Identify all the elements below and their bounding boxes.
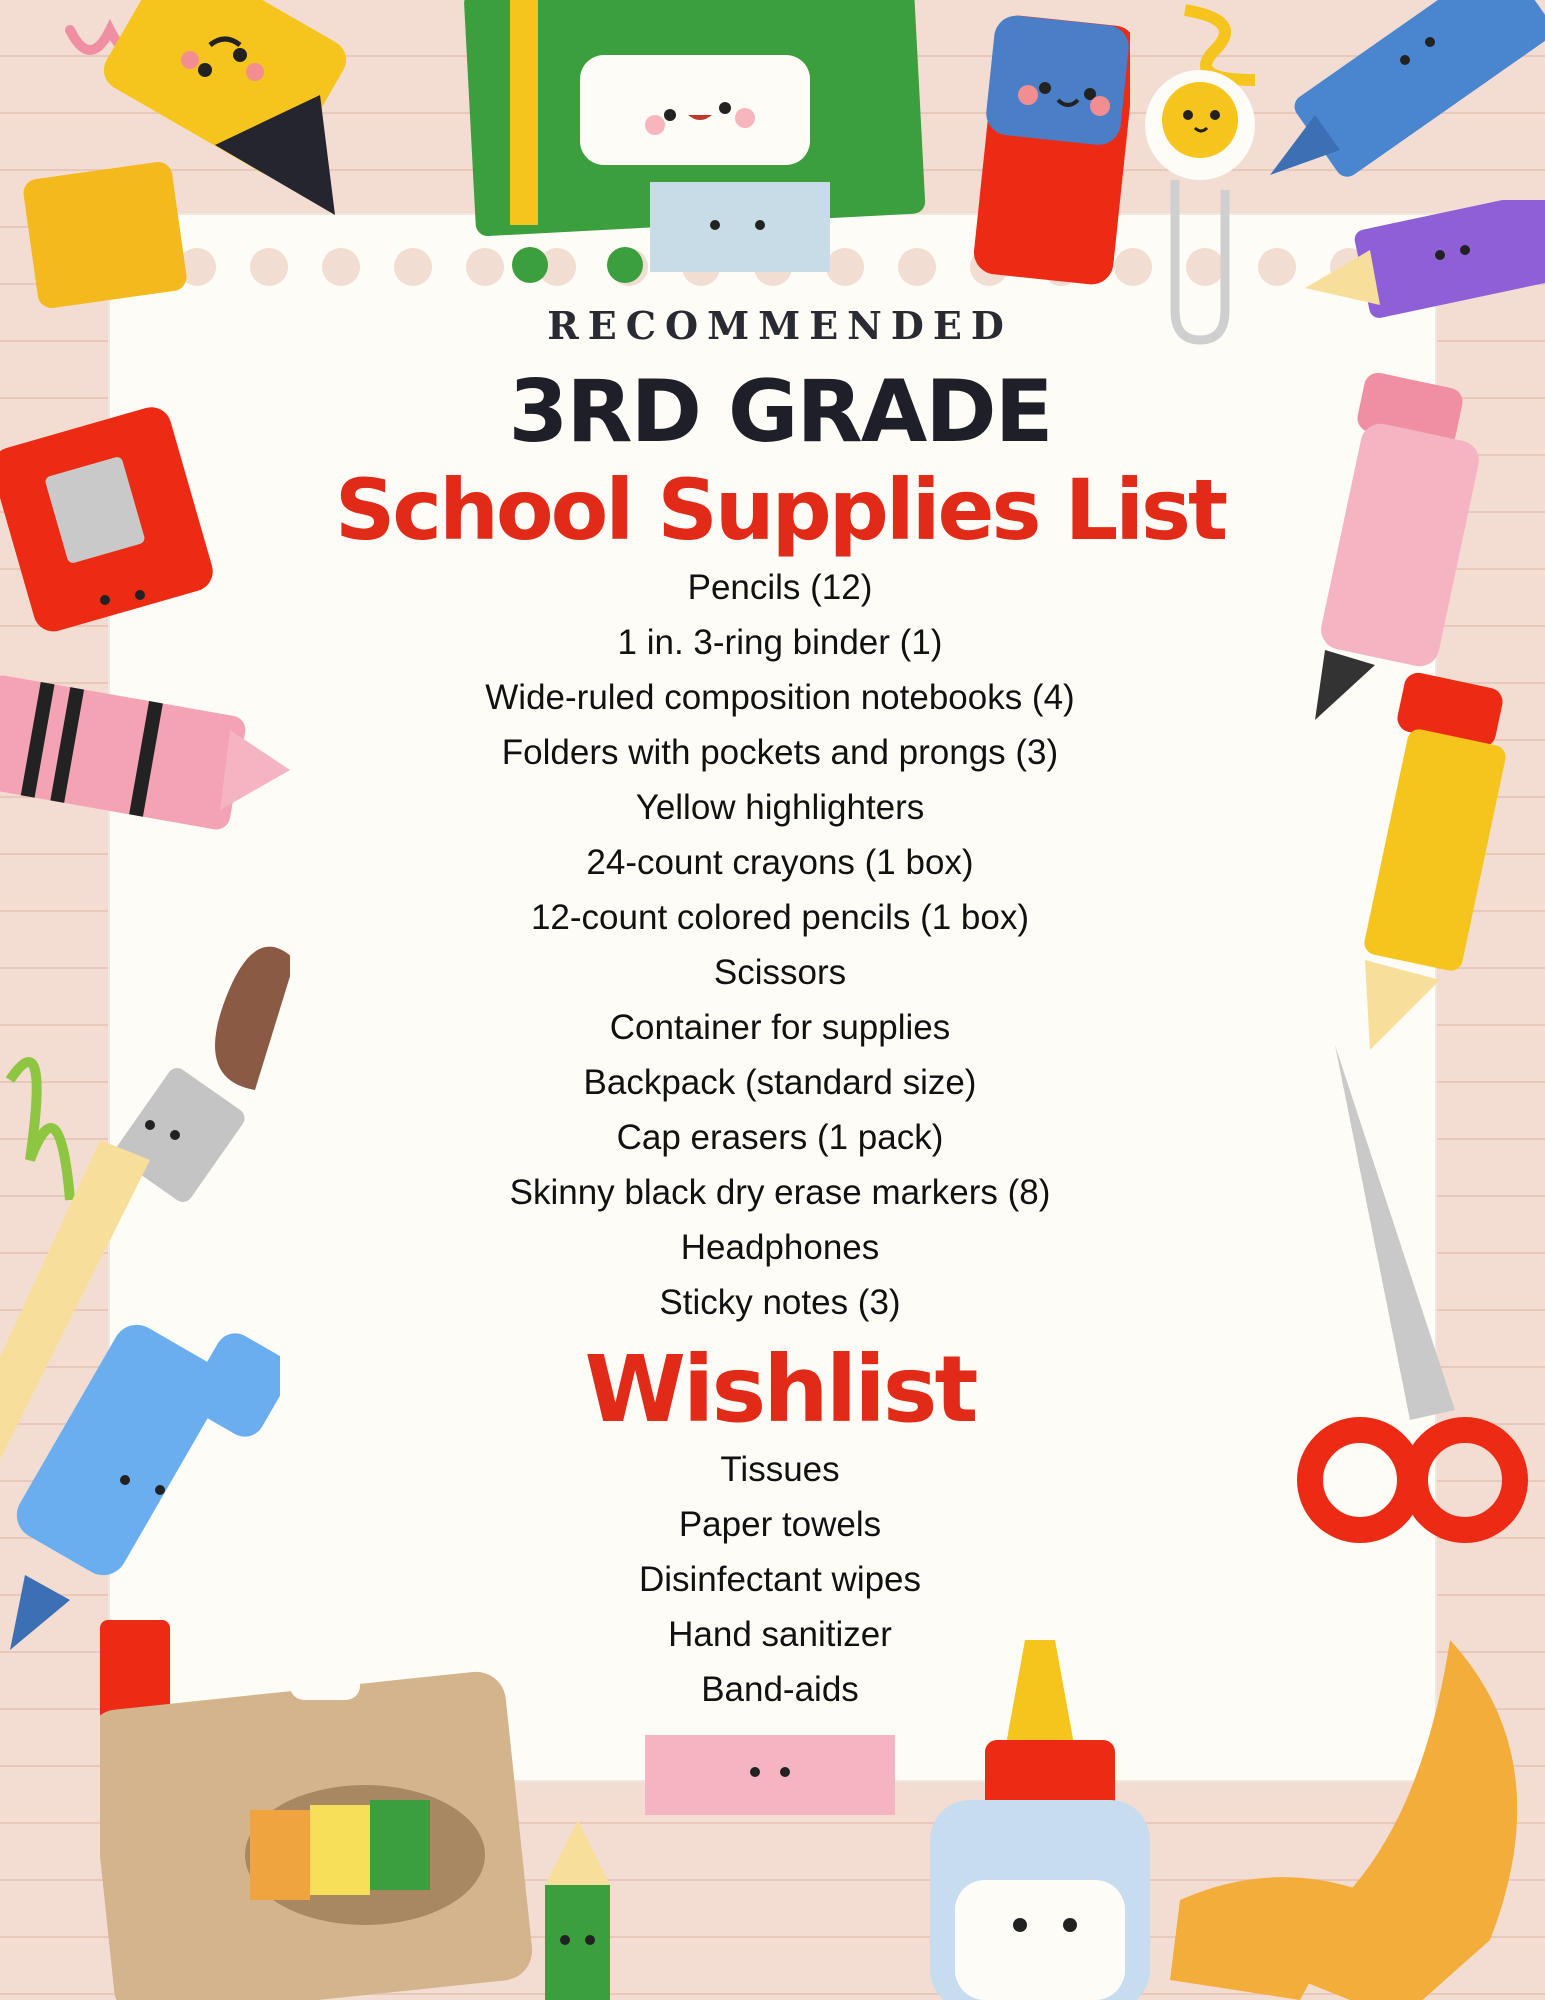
wishlist-title: Wishlist — [584, 1336, 976, 1443]
tape-icon — [640, 1730, 900, 1820]
grade-title: 3RD GRADE — [508, 362, 1052, 462]
list-item: Folders with pockets and prongs (3) — [501, 733, 1059, 772]
list-item: Band-aids — [701, 1670, 859, 1709]
scissors-icon — [1290, 1040, 1540, 1560]
eyebrow-label: RECOMMENDED — [547, 303, 1013, 348]
list-item: 12-count colored pencils (1 box) — [530, 898, 1030, 937]
paper-hole — [394, 248, 432, 286]
pencil-sharpener-icon — [0, 405, 215, 645]
crayon-icon — [1300, 200, 1545, 320]
list-item: Sticky notes (3) — [659, 1283, 901, 1322]
list-item: Cap erasers (1 pack) — [616, 1118, 944, 1157]
list-title: School Supplies List — [334, 461, 1226, 559]
list-item: Headphones — [680, 1228, 880, 1267]
list-item: Wide-ruled composition notebooks (4) — [485, 678, 1075, 717]
eraser-icon — [950, 10, 1130, 290]
supply-list-content — [310, 300, 1250, 1717]
notebook-icon — [460, 0, 940, 290]
list-item: Pencils (12) — [687, 568, 873, 607]
list-item: Container for supplies — [609, 1008, 951, 1047]
list-item: Tissues — [720, 1450, 840, 1489]
pencil-icon — [1340, 660, 1520, 1060]
highlighter-icon — [10, 0, 360, 330]
wishlist-list — [310, 1442, 1250, 1717]
supplies-list — [310, 560, 1250, 1330]
list-item: Hand sanitizer — [668, 1615, 892, 1654]
list-item: 24-count crayons (1 box) — [586, 843, 974, 882]
pencil-icon — [530, 1800, 630, 2000]
list-item: Disinfectant wipes — [638, 1560, 922, 1599]
list-item: Backpack (standard size) — [583, 1063, 977, 1102]
crayon-icon — [0, 670, 295, 840]
list-item: Yellow highlighters — [635, 788, 925, 827]
list-item: 1 in. 3-ring binder (1) — [617, 623, 943, 662]
crayon-icon — [1255, 0, 1545, 190]
list-item: Paper towels — [678, 1505, 882, 1544]
list-item: Skinny black dry erase markers (8) — [509, 1173, 1051, 1212]
list-item: Scissors — [713, 953, 847, 992]
